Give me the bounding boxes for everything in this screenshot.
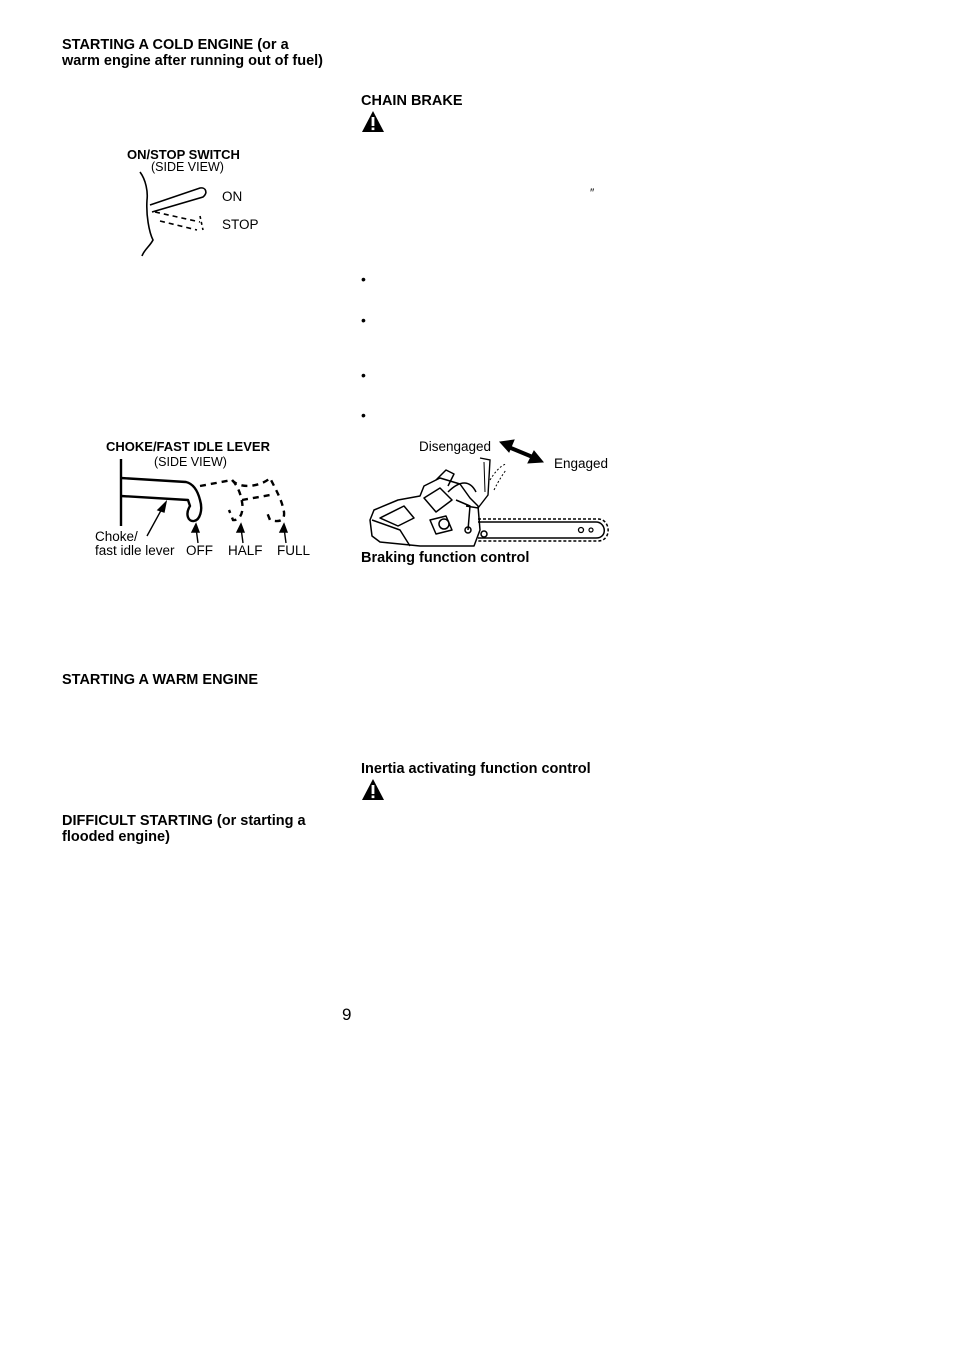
cold-engine-heading: STARTING A COLD ENGINE (or a warm engine after running out of fuel) (62, 37, 323, 69)
bullet-4: • (361, 407, 366, 423)
choke-half-label: HALF (228, 543, 263, 558)
choke-lever-title: CHOKE/FAST IDLE LEVER (106, 439, 270, 454)
page-number: 9 (342, 1005, 352, 1024)
bullet-3: • (361, 367, 366, 383)
bullet-2: • (361, 312, 366, 328)
disengaged-label: Disengaged (419, 439, 492, 454)
difficult-starting-heading: DIFFICULT STARTING (or starting a flooded engine) (62, 813, 306, 845)
warning-triangle-icon (361, 110, 385, 134)
choke-off-label: OFF (186, 543, 213, 558)
onstop-switch-subtitle: (SIDE VIEW) (151, 160, 224, 174)
engaged-label: Engaged (554, 456, 609, 471)
chain-brake-heading: CHAIN BRAKE (361, 93, 463, 109)
warning-triangle-icon (361, 778, 385, 802)
choke-lever-label-line1: Choke/ (95, 529, 138, 544)
warm-engine-heading: STARTING A WARM ENGINE (62, 672, 259, 688)
bullet-1: • (361, 271, 366, 287)
braking-function-caption: Braking function control (361, 550, 530, 566)
stray-quote-mark: ″ (590, 186, 595, 200)
onstop-switch-title: ON/STOP SWITCH (127, 147, 240, 162)
choke-lever-subtitle: (SIDE VIEW) (154, 455, 227, 469)
choke-full-label: FULL (277, 543, 311, 558)
onstop-stop-label: STOP (222, 217, 259, 232)
choke-lever-label-line2: fast idle lever (95, 543, 175, 558)
inertia-function-caption: Inertia activating function control (361, 761, 591, 777)
onstop-on-label: ON (222, 189, 243, 204)
